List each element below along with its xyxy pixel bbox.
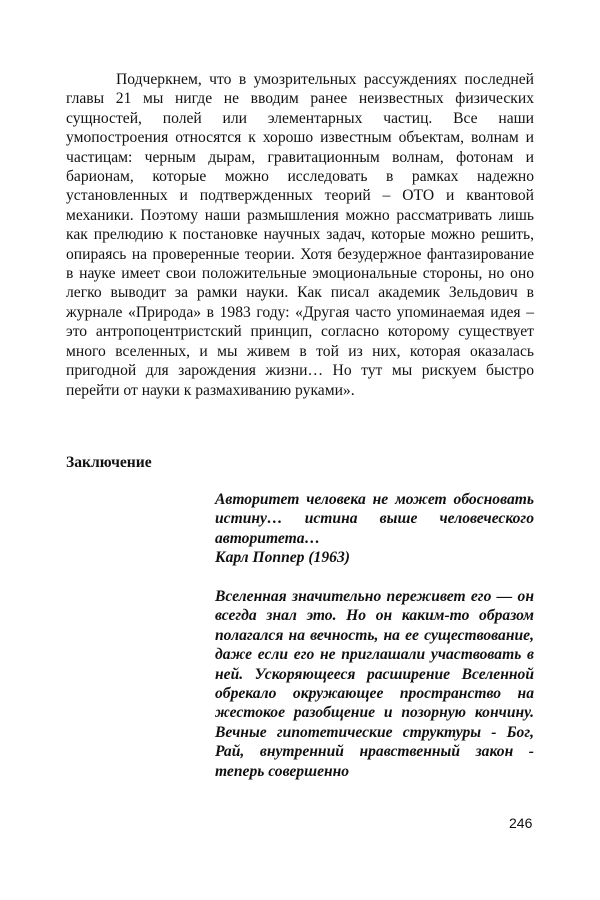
section-heading: Заключение xyxy=(66,454,152,471)
epigraph-quote: Вселенная значительно переживет его — он всегда знал это. Но он каким-то образом полагался на вечность, на ее существование, даже если его не приглашали участвовать в ней. Ускоряющееся расширение Вселенной обрекало окружающее пространство на жестокое разобщение и позорную кончину. Вечные гипотетические структуры - Бог, Рай, внутренний нравственный закон - теперь совершенно xyxy=(215,588,534,780)
epigraph-quote: Авторитет человека не может обосновать истину… истина выше человеческого авторитета… xyxy=(215,491,534,547)
body-paragraph: Подчеркнем, что в умозрительных рассуждениях последней главы 21 мы нигде не вводим ранее неизвестных физических сущностей, полей или элементарных частиц. Все наши умопостроения относятся к хорошо известным объектам, волнам и частицам: черным дырам, гравитационным волнам, фотонам и барионам, которые можно исследовать в рамках надежно установленных и подтвержденных теорий – ОТО и квантовой механики. Поэтому наши размышления можно рассматривать лишь как прелюдию к постановке научных задач, которые можно решить, опираясь на проверенные теории. Хотя безудержное фантазирование в науке имеет свои положительные эмоциональные стороны, но оно легко выводит за рамки науки. Как писал академик Зельдович в журнале «Природа» в 1983 году: «Другая часто упоминаемая идея – это антропоцентристский принцип, согласно которому существует много вселенных, и мы живем в той из них, которая оказалась пригодной для зарождения жизни… Но тут мы рискуем быстро перейти от науки к размахиванию руками». xyxy=(66,71,534,399)
epigraph-author: Карл Поппер (1963) xyxy=(215,549,350,567)
epigraph-universe xyxy=(215,587,534,781)
epigraph-popper xyxy=(215,490,534,568)
page-number: 246 xyxy=(509,815,533,831)
